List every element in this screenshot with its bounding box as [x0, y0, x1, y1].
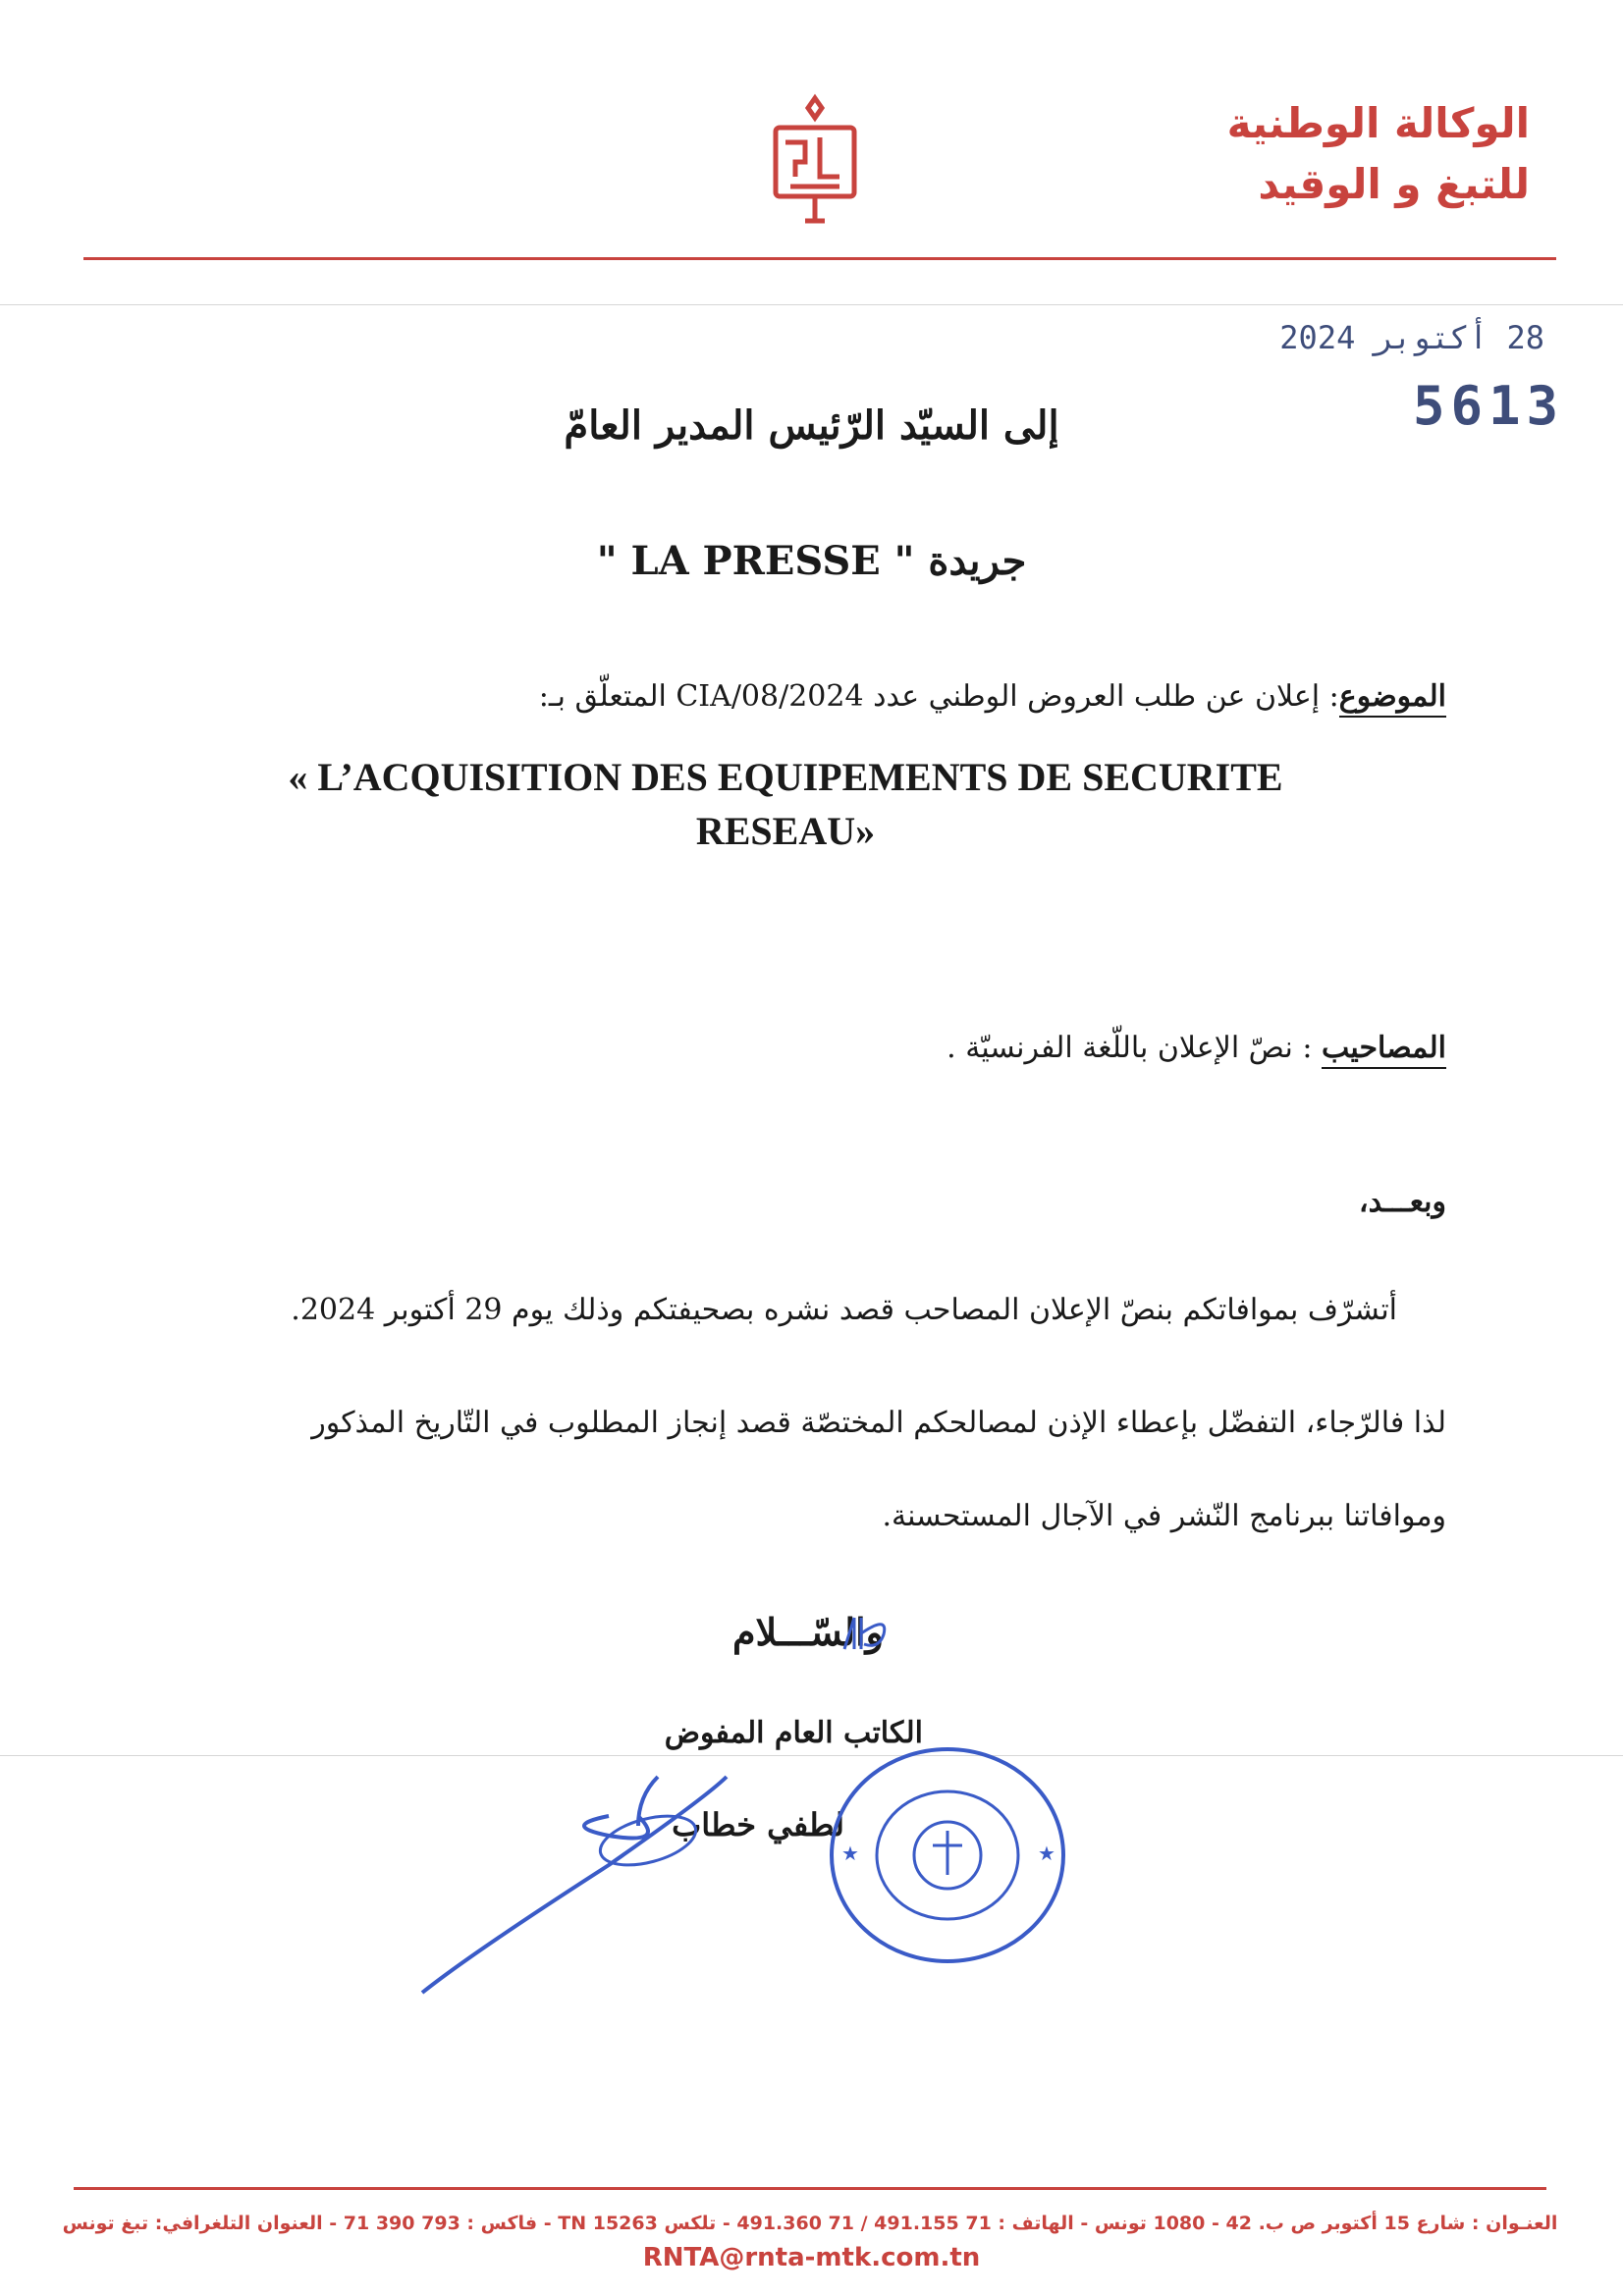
tender-title-line2: RESEAU» — [695, 809, 876, 853]
agency-name-line1: الوكالة الوطنية — [1226, 99, 1530, 147]
footer-email[interactable]: RNTA@rnta-mtk.com.tn — [642, 2243, 981, 2272]
scan-line-bottom — [0, 1755, 1623, 1756]
initials-mark-icon — [839, 1610, 908, 1659]
tender-title-line1: « L’ACQUISITION DES EQUIPEMENTS DE SECURITE — [288, 755, 1283, 799]
paragraph-1: أتشرّف بموافاتكم بنصّ الإعلان المصاحب قصد نشره بصحيفتكم وذلك يوم 29 أكتوبر 2024. — [291, 1293, 1397, 1327]
paragraph-2-line2: وموافاتنا ببرنامج النّشر في الآجال المستحسنة. — [882, 1499, 1446, 1533]
letterhead — [1117, 93, 1530, 221]
recipient-newspaper: جريدة " LA PRESSE " — [596, 538, 1027, 584]
paragraph-2-line1: لذا فالرّجاء، التفضّل بإعطاء الإذن لمصالحكم المختصّة قصد إنجاز المطلوب في التّاريخ المذكور — [311, 1406, 1446, 1440]
svg-text:★: ★ — [1038, 1842, 1055, 1865]
footer-address: العنـوان : شارع 15 أكتوبر ص ب. 42 - 1080 تونس - الهاتف : 71 491.155 / 71 491.360 - تلكس 15263 TN - فاكس : 793 390 71 - العنوان التلغرافي: تبغ تونس — [62, 2213, 1558, 2234]
signatory-title: الكاتب العام المفوض — [664, 1716, 923, 1750]
recipient-title: إلى السيّد الرّئيس المدير العامّ — [564, 402, 1059, 449]
attachments-label: المصاحيب — [1322, 1031, 1446, 1069]
seal-icon — [820, 1737, 1075, 1973]
logo-emblem-icon — [761, 93, 869, 231]
attachments-text: : نصّ الإعلان باللّغة الفرنسيّة . — [947, 1031, 1322, 1065]
agency-logo — [761, 93, 869, 231]
svg-text:★: ★ — [841, 1842, 859, 1865]
subject-line — [268, 677, 1446, 717]
subject-label: الموضوع — [1339, 679, 1446, 718]
handwritten-signature-icon — [412, 1757, 766, 2002]
closing-salutation: والسّـــلام — [732, 1610, 884, 1654]
opening-word: وبعـــد، — [1358, 1185, 1446, 1219]
scan-line-top — [0, 304, 1623, 305]
signatory-name: لطفي خطاب — [672, 1806, 844, 1843]
subject-text: : إعلان عن طلب العروض الوطني عدد 2024/CIA/08 المتعلّق بـ: — [538, 679, 1339, 714]
attachments-line — [268, 1029, 1446, 1068]
official-seal — [820, 1737, 1075, 1973]
date-stamp: 28 أكتوبر 2024 — [1279, 319, 1544, 356]
reference-number: 5613 — [1412, 375, 1564, 437]
header-divider — [83, 257, 1556, 260]
agency-name-line2: للتبغ و الوقيد — [1258, 160, 1530, 208]
footer-divider — [74, 2187, 1546, 2190]
